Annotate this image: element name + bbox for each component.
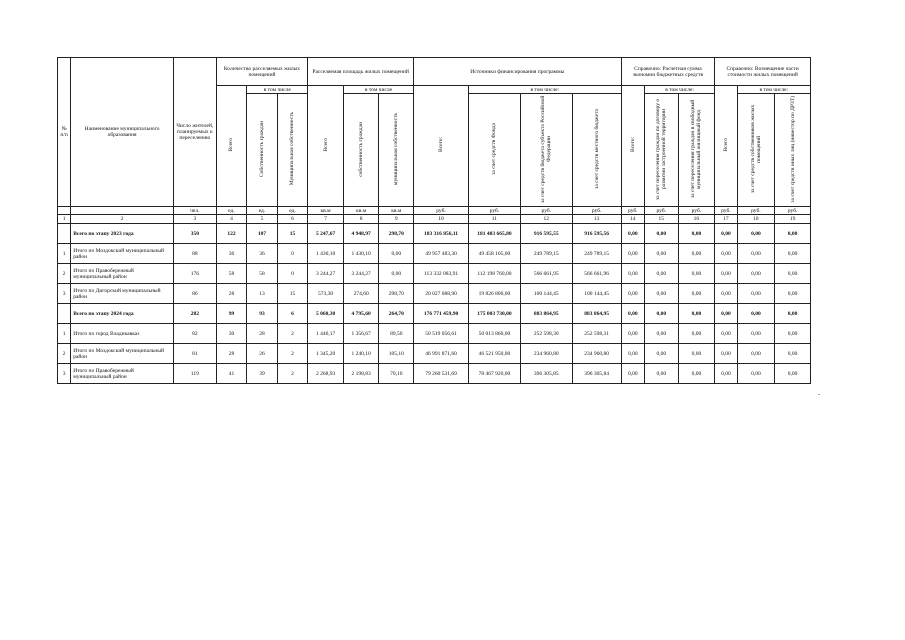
row-value: 0,00 <box>644 284 678 304</box>
row-value: 0,00 <box>775 344 811 364</box>
header-excess-incl: в том числе: <box>737 86 810 94</box>
row-number: 2 <box>58 264 71 284</box>
row-value: 0,00 <box>715 224 737 244</box>
unit-cell: кв.м <box>379 207 414 215</box>
row-value: 15 <box>277 224 308 244</box>
row-value: 1 356,67 <box>343 324 379 344</box>
row-value: 4 795,60 <box>343 304 379 324</box>
row-value: 396 305,84 <box>572 364 621 384</box>
unit-cell: руб. <box>621 207 644 215</box>
column-number: 13 <box>572 215 621 224</box>
row-value: 0,00 <box>715 284 737 304</box>
header-group-area: Расселяемая площадь жилых помещений <box>308 58 414 86</box>
header-excess-e2: за счет средств иных лиц (инвестор по ДРЗТ) <box>775 94 811 207</box>
header-budget-b1: за счет переселения граждан по договору о развитии застроенной территории <box>644 94 678 207</box>
column-number: 9 <box>379 215 414 224</box>
units-row <box>58 207 811 215</box>
row-value: 0,00 <box>678 244 715 264</box>
column-number: 17 <box>715 215 737 224</box>
row-value: 28 <box>216 344 247 364</box>
row-value: 566 661,96 <box>572 264 621 284</box>
header-rooms-municipal: Муниципальная собственность <box>277 94 308 207</box>
row-value: 79 260 531,69 <box>414 364 469 384</box>
row-value: 0,00 <box>775 364 811 384</box>
header-rooms-total: Всего <box>216 86 247 207</box>
row-municipality: Итого по Моздокский муниципальный район <box>71 244 174 264</box>
row-value: 573,30 <box>308 284 344 304</box>
row-municipality: Итого по Дигорский муниципальный район <box>71 284 174 304</box>
row-value: 1 430,10 <box>343 244 379 264</box>
row-value: 26 <box>247 344 278 364</box>
stage-total-row <box>58 224 811 244</box>
row-value: 2 268,93 <box>308 364 344 384</box>
row-value: 0,00 <box>621 304 644 324</box>
row-value: 0,00 <box>737 344 775 364</box>
table-row <box>58 284 811 304</box>
row-value: 86 <box>173 284 216 304</box>
table-row <box>58 364 811 384</box>
column-number: 8 <box>343 215 379 224</box>
unit-cell: руб. <box>737 207 775 215</box>
row-value: 234 960,80 <box>520 344 572 364</box>
row-value: 0,00 <box>644 264 678 284</box>
row-value: 176 771 459,90 <box>414 304 469 324</box>
row-value: 15 <box>277 284 308 304</box>
unit-cell: руб. <box>414 207 469 215</box>
unit-cell: руб. <box>775 207 811 215</box>
header-area-total: Всего <box>308 86 344 207</box>
row-value: 0,00 <box>775 264 811 284</box>
row-number <box>58 304 71 324</box>
row-value: 181 483 665,80 <box>468 224 520 244</box>
row-value: 2 198,83 <box>343 364 379 384</box>
row-value: 0,00 <box>644 344 678 364</box>
column-number: 2 <box>71 215 174 224</box>
row-value: 0,00 <box>644 244 678 264</box>
row-municipality: Итого по Правобережный муниципальный район <box>71 364 174 384</box>
row-value: 36 <box>247 244 278 264</box>
row-value: 5 247,67 <box>308 224 344 244</box>
row-value: 105,10 <box>379 344 414 364</box>
header-rooms-incl: в том числе <box>247 86 308 94</box>
row-municipality: Всего по этапу 2023 года <box>71 224 174 244</box>
row-number <box>58 224 71 244</box>
column-number: 16 <box>678 215 715 224</box>
unit-cell <box>71 207 174 215</box>
row-value: 0 <box>277 244 308 264</box>
row-value: 252 598,30 <box>520 324 572 344</box>
row-value: 5 060,30 <box>308 304 344 324</box>
row-value: 122 <box>216 224 247 244</box>
row-value: 30 <box>216 324 247 344</box>
row-value: 78 467 920,00 <box>468 364 520 384</box>
row-value: 41 <box>216 364 247 384</box>
row-number: 3 <box>58 364 71 384</box>
header-fund: за счет средств Фонда <box>468 94 520 207</box>
row-value: 0,00 <box>621 284 644 304</box>
row-value: 916 595,55 <box>520 224 572 244</box>
row-value: 6 <box>277 304 308 324</box>
column-number: 4 <box>216 215 247 224</box>
row-value: 0,00 <box>678 264 715 284</box>
unit-cell: чел. <box>173 207 216 215</box>
row-value: 3 244,27 <box>343 264 379 284</box>
table-row <box>58 324 811 344</box>
row-number: 2 <box>58 344 71 364</box>
header-budget-total: Всего: <box>621 86 644 207</box>
row-value: 49 458 105,00 <box>468 244 520 264</box>
row-value: 50 519 056,61 <box>414 324 469 344</box>
column-numbers-row <box>58 215 811 224</box>
row-value: 249 789,15 <box>572 244 621 264</box>
row-value: 0,00 <box>737 304 775 324</box>
row-value: 0,00 <box>678 224 715 244</box>
row-value: 70,10 <box>379 364 414 384</box>
header-number: № п/п <box>58 58 71 207</box>
header-area-incl: в том числе <box>343 86 413 94</box>
row-value: 0,00 <box>644 224 678 244</box>
row-value: 88 <box>173 244 216 264</box>
row-value: 249 789,15 <box>520 244 572 264</box>
unit-cell: руб. <box>715 207 737 215</box>
header-area-own-citizens: собственность граждан <box>343 94 379 207</box>
header-group-rooms: Количество расселяемых жилых помещений <box>216 58 308 86</box>
row-value: 3 244,27 <box>308 264 344 284</box>
row-value: 0,00 <box>737 224 775 244</box>
row-value: 0,00 <box>715 304 737 324</box>
row-municipality: Всего по этапу 2024 года <box>71 304 174 324</box>
row-value: 2 <box>277 344 308 364</box>
row-value: 0 <box>277 264 308 284</box>
resettlement-table <box>57 57 811 384</box>
row-value: 0,00 <box>621 244 644 264</box>
row-value: 0,00 <box>775 304 811 324</box>
header-excess-e1: за счет средств собственников жилых помещений <box>737 94 775 207</box>
row-number: 3 <box>58 284 71 304</box>
unit-cell: руб. <box>678 207 715 215</box>
row-value: 0,00 <box>737 264 775 284</box>
row-value: 883 864,95 <box>520 304 572 324</box>
row-value: 99 <box>216 304 247 324</box>
unit-cell: ед. <box>216 207 247 215</box>
column-number: 6 <box>277 215 308 224</box>
header-municipality: Наименование муниципального образования <box>71 58 174 207</box>
row-value: 282 <box>173 304 216 324</box>
row-value: 0,00 <box>621 364 644 384</box>
row-number: 1 <box>58 244 71 264</box>
row-value: 252 598,31 <box>572 324 621 344</box>
row-value: 183 316 856,11 <box>414 224 469 244</box>
header-budget-b2: за счет переселения граждан в свободный муниципальный жилищный фонд <box>678 94 715 207</box>
row-value: 82 <box>173 324 216 344</box>
stage-total-row <box>58 304 811 324</box>
unit-cell: руб. <box>468 207 520 215</box>
row-value: 0,00 <box>775 284 811 304</box>
unit-cell: руб. <box>572 207 621 215</box>
row-value: 0,00 <box>737 364 775 384</box>
row-value: 113 332 083,91 <box>414 264 469 284</box>
page-mark: - <box>818 392 820 398</box>
row-value: 0,00 <box>621 344 644 364</box>
row-value: 81 <box>173 344 216 364</box>
header-budget-incl: в том числе: <box>644 86 714 94</box>
unit-cell: кв.м <box>343 207 379 215</box>
unit-cell: руб. <box>644 207 678 215</box>
table-row <box>58 344 811 364</box>
row-value: 1 240,10 <box>343 344 379 364</box>
row-value: 0,00 <box>737 284 775 304</box>
row-value: 0,00 <box>715 244 737 264</box>
row-value: 0,00 <box>678 304 715 324</box>
header-sources-incl: в том числе: <box>468 86 621 94</box>
row-value: 93 <box>247 304 278 324</box>
row-value: 0,00 <box>737 324 775 344</box>
unit-cell: ед. <box>277 207 308 215</box>
row-value: 49 957 483,30 <box>414 244 469 264</box>
column-number: 14 <box>621 215 644 224</box>
row-value: 100 144,45 <box>520 284 572 304</box>
row-value: 175 003 730,00 <box>468 304 520 324</box>
row-value: 0,00 <box>379 244 414 264</box>
header-group-excess: Справочно: Возмещение части стоимости жилых помещений <box>715 58 811 86</box>
row-value: 2 <box>277 324 308 344</box>
row-value: 1 446,17 <box>308 324 344 344</box>
row-value: 0,00 <box>737 244 775 264</box>
row-value: 107 <box>247 224 278 244</box>
row-value: 89,50 <box>379 324 414 344</box>
row-number: 1 <box>58 324 71 344</box>
row-value: 100 144,45 <box>572 284 621 304</box>
row-value: 20 027 088,90 <box>414 284 469 304</box>
column-number: 18 <box>737 215 775 224</box>
column-number: 19 <box>775 215 811 224</box>
row-value: 58 <box>247 264 278 284</box>
row-value: 0,00 <box>678 364 715 384</box>
column-number: 3 <box>173 215 216 224</box>
row-value: 0,00 <box>775 324 811 344</box>
row-value: 4 948,97 <box>343 224 379 244</box>
row-value: 28 <box>247 324 278 344</box>
unit-cell: руб. <box>520 207 572 215</box>
row-value: 119 <box>173 364 216 384</box>
row-value: 176 <box>173 264 216 284</box>
header-sources-total: Всего: <box>414 86 469 207</box>
row-value: 0,00 <box>775 224 811 244</box>
row-value: 39 <box>247 364 278 384</box>
row-value: 350 <box>173 224 216 244</box>
row-value: 46 521 950,00 <box>468 344 520 364</box>
row-value: 0,00 <box>678 284 715 304</box>
row-value: 58 <box>216 264 247 284</box>
table-row <box>58 264 811 284</box>
column-number: 15 <box>644 215 678 224</box>
row-value: 566 661,95 <box>520 264 572 284</box>
row-value: 13 <box>247 284 278 304</box>
row-value: 36 <box>216 244 247 264</box>
row-value: 274,60 <box>343 284 379 304</box>
row-value: 19 826 800,00 <box>468 284 520 304</box>
row-municipality: Итого по Моздокский муниципальный район <box>71 344 174 364</box>
header-local-budget: за счет средств местного бюджета <box>572 94 621 207</box>
unit-cell: ед. <box>247 207 278 215</box>
column-number: 10 <box>414 215 469 224</box>
header-area-municipal: муниципальная собственность <box>379 94 414 207</box>
row-value: 0,00 <box>715 264 737 284</box>
row-value: 1 345,20 <box>308 344 344 364</box>
row-value: 0,00 <box>678 344 715 364</box>
row-value: 112 198 760,00 <box>468 264 520 284</box>
column-number: 7 <box>308 215 344 224</box>
row-value: 50 013 860,00 <box>468 324 520 344</box>
header-excess-total: Всего <box>715 86 737 207</box>
column-number: 5 <box>247 215 278 224</box>
row-value: 0,00 <box>644 364 678 384</box>
header-residents: Число жителей, планируемых к переселению <box>173 58 216 207</box>
header-subject-budget: за счет средств бюджета субъекта Российской Федерации <box>520 94 572 207</box>
row-municipality: Итого по Правобережный муниципальный район <box>71 264 174 284</box>
row-value: 234 960,80 <box>572 344 621 364</box>
column-number: 12 <box>520 215 572 224</box>
header-group-sources: Источники финансирования программы <box>414 58 622 86</box>
row-value: 0,00 <box>715 324 737 344</box>
column-number: 1 <box>58 215 71 224</box>
row-value: 298,70 <box>379 284 414 304</box>
row-value: 0,00 <box>621 264 644 284</box>
row-value: 0,00 <box>715 364 737 384</box>
unit-cell <box>58 207 71 215</box>
row-value: 883 864,95 <box>572 304 621 324</box>
row-municipality: Итого по город Владикавказ <box>71 324 174 344</box>
row-value: 0,00 <box>678 324 715 344</box>
table-row <box>58 244 811 264</box>
row-value: 28 <box>216 284 247 304</box>
column-number: 11 <box>468 215 520 224</box>
row-value: 1 430,10 <box>308 244 344 264</box>
row-value: 46 991 871,60 <box>414 344 469 364</box>
header-group-budget: Справочно: Расчетная сумма экономии бюджетных средств <box>621 58 715 86</box>
header-rooms-own-citizens: Собственность граждан <box>247 94 278 207</box>
row-value: 0,00 <box>379 264 414 284</box>
row-value: 2 <box>277 364 308 384</box>
row-value: 0,00 <box>621 224 644 244</box>
unit-cell: кв.м <box>308 207 344 215</box>
row-value: 916 595,56 <box>572 224 621 244</box>
row-value: 0,00 <box>644 324 678 344</box>
row-value: 0,00 <box>775 244 811 264</box>
row-value: 0,00 <box>621 324 644 344</box>
row-value: 264,70 <box>379 304 414 324</box>
row-value: 0,00 <box>644 304 678 324</box>
row-value: 0,00 <box>715 344 737 364</box>
row-value: 298,70 <box>379 224 414 244</box>
row-value: 396 305,85 <box>520 364 572 384</box>
